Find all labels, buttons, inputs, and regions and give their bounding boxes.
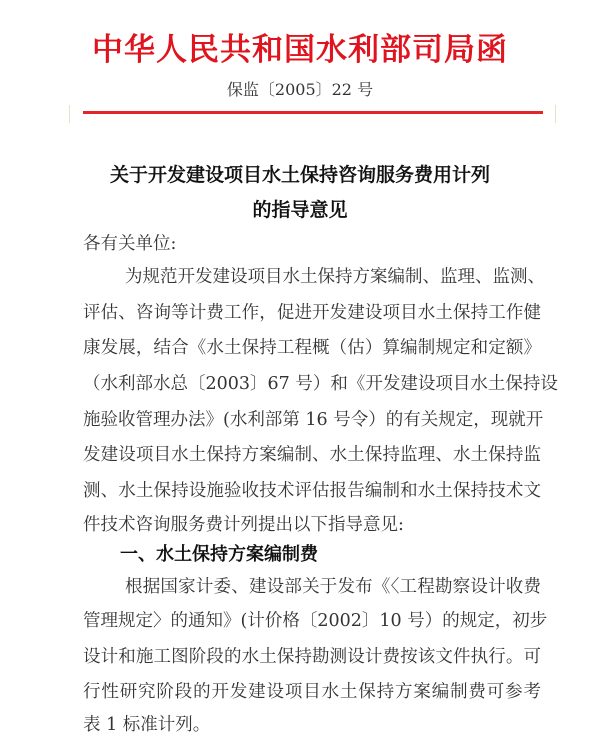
section-heading: 一、水土保持方案编制费: [120, 544, 318, 565]
document-number: 保监〔2005〕22 号: [226, 80, 374, 99]
paragraph-line: 发建设项目水土保持方案编制、水土保持监理、水土保持监: [83, 445, 541, 465]
margin-mark-left: [69, 105, 70, 123]
section-line: 设计和施工图阶段的水土保持勘测设计费按该文件执行。可: [83, 647, 541, 667]
paragraph-line: 测、水土保持设施验收技术评估报告编制和水土保持技术文: [83, 481, 541, 501]
document-title-line1: 关于开发建设项目水土保持咨询服务费用计列: [109, 164, 490, 186]
section-line: 管理规定〉的通知》(计价格〔2002〕10 号）的规定，初步: [83, 611, 548, 631]
paragraph-line: 件技术咨询服务费计列提出以下指导意见:: [83, 515, 404, 535]
paragraph-line: 评估、咨询等计费工作，促进开发建设项目水土保持工作健: [83, 303, 541, 323]
section-line: 行性研究阶段的开发建设项目水土保持方案编制费可参考: [83, 682, 541, 702]
paragraph-line: 为规范开发建设项目水土保持方案编制、监理、监测、: [125, 267, 545, 287]
section-line: 表 1 标准计列。: [83, 715, 211, 735]
paragraph-line: 康发展，结合《水土保持工程概（估）算编制规定和定额》: [83, 338, 541, 358]
letterhead-issuer: 中华人民共和国水利部司局函: [92, 32, 508, 68]
paragraph-line: 施验收管理办法》(水利部第 16 号令）的有关规定，现就开: [83, 410, 544, 430]
margin-mark-right: [555, 105, 556, 123]
paragraph-line: （水利部水总〔2003〕67 号）和《开发建设项目水土保持设: [83, 374, 558, 394]
letterhead-red-divider: [83, 111, 543, 114]
salutation: 各有关单位:: [83, 234, 177, 254]
section-line: 根据国家计委、建设部关于发布《〈工程勘察设计收费: [125, 577, 541, 597]
document-title-line2: 的指导意见: [252, 199, 348, 221]
